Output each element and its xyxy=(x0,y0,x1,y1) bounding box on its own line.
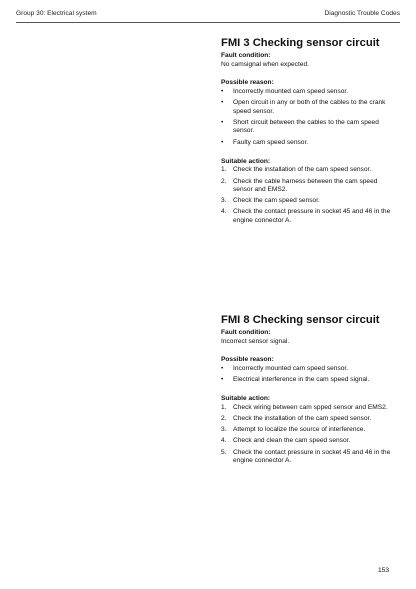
possible-reasons-list xyxy=(221,365,391,385)
list-item: • Faulty cam speed sensor. xyxy=(221,138,309,146)
list-item: 2. Check the cable harness between the cam speed sensor and EMS2. xyxy=(221,177,378,194)
possible-reason-label: Possible reason: xyxy=(221,79,274,87)
header-divider xyxy=(16,22,400,23)
item-number: 2. xyxy=(221,414,227,422)
list-item: • Short circuit between the cables to the cam speed sensor. xyxy=(221,118,379,135)
fmi-3-section xyxy=(221,37,391,228)
item-number: 4. xyxy=(221,208,227,216)
item-number: 5. xyxy=(221,448,227,456)
list-item: 5. Check the contact pressure in socket 45 and 46 in the engine connector A. xyxy=(221,448,391,465)
list-item: • Incorrectly mounted cam speed sensor. xyxy=(221,364,349,372)
list-item: • Electrical interference in the cam speed signal. xyxy=(221,375,370,383)
list-item: 4. Check and clean the cam speed sensor. xyxy=(221,437,351,445)
page-number: 153 xyxy=(377,567,389,574)
fault-condition-label: Fault condition: xyxy=(221,52,271,59)
list-item: • Incorrectly mounted cam speed sensor. xyxy=(221,87,349,95)
list-item: • Open circuit in any or both of the cables to the crank speed sensor. xyxy=(221,98,386,115)
bullet: • xyxy=(221,138,224,146)
item-number: 4. xyxy=(221,437,227,445)
item-number: 1. xyxy=(221,166,227,174)
bullet: • xyxy=(221,98,224,106)
section-title: FMI 3 Checking sensor circuit xyxy=(221,37,380,49)
list-item: 3. Check the cam speed sensor. xyxy=(221,197,320,205)
suitable-action-label: Suitable action: xyxy=(221,395,271,403)
possible-reasons-list xyxy=(221,88,391,147)
list-item: 4. Check the contact pressure in socket 45 and 46 in the engine connector A. xyxy=(221,208,391,225)
possible-reason-label: Possible reason: xyxy=(221,356,274,364)
section-title: FMI 8 Checking sensor circuit xyxy=(221,314,380,326)
item-number: 2. xyxy=(221,177,227,185)
fault-condition-text: Incorrect sensor signal. xyxy=(221,337,290,345)
fmi-8-section xyxy=(221,314,391,468)
fault-condition-label: Fault condition: xyxy=(221,329,271,336)
item-number: 3. xyxy=(221,197,227,205)
suitable-actions-list xyxy=(221,404,391,466)
list-item: 1. Check the installation of the cam speed sensor. xyxy=(221,166,372,174)
suitable-action-label: Suitable action: xyxy=(221,157,271,165)
suitable-actions-list xyxy=(221,166,391,225)
item-number: 1. xyxy=(221,403,227,411)
bullet: • xyxy=(221,87,224,95)
bullet: • xyxy=(221,375,224,383)
list-item: 2. Check the installation of the cam speed sensor. xyxy=(221,414,372,422)
list-item: 3. Attempt to localize the source of interference. xyxy=(221,426,366,434)
fault-condition-text: No camsignal when expected. xyxy=(221,60,309,68)
header-section: Diagnostic Trouble Codes xyxy=(324,10,400,17)
header-chapter: Group 30: Electrical system xyxy=(16,10,97,17)
item-number: 3. xyxy=(221,426,227,434)
bullet: • xyxy=(221,118,224,126)
list-item: 1. Check wiring between cam spped sensor and EMS2. xyxy=(221,403,388,411)
bullet: • xyxy=(221,364,224,372)
